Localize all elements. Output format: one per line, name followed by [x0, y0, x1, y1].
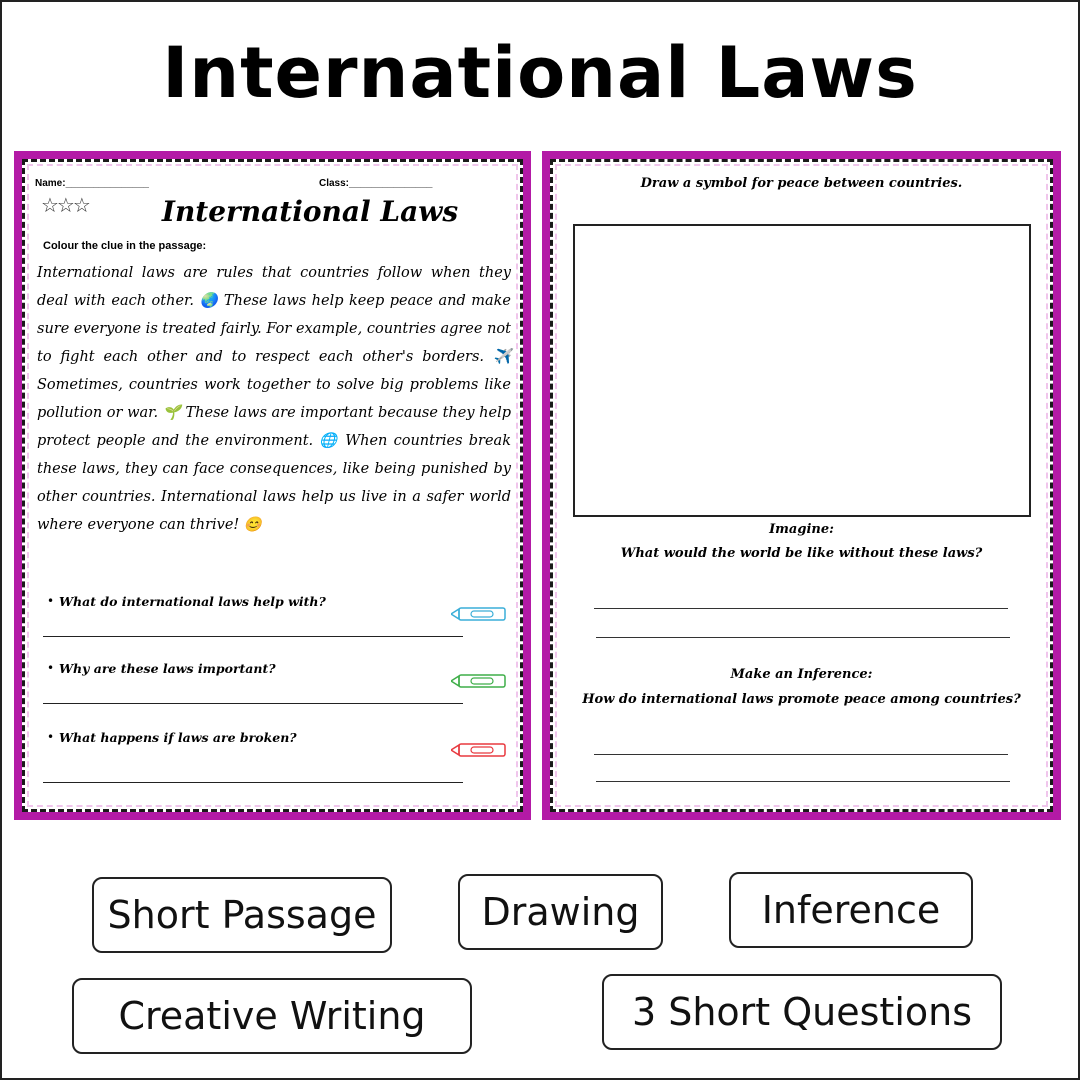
question-text: What do international laws help with?: [59, 594, 326, 609]
draw-prompt: Draw a symbol for peace between countries.: [640, 176, 963, 191]
question-text: Why are these laws important?: [59, 661, 276, 676]
red-crayon-icon: [451, 742, 511, 758]
bullet-icon: •: [47, 661, 55, 675]
imagine-question: What would the world be like without these laws?: [620, 546, 983, 561]
class-field-label: Class:_______________: [319, 178, 433, 189]
worksheet-title: International Laws: [161, 195, 459, 228]
imagine-label: Imagine:: [769, 522, 834, 537]
question-item: [43, 594, 513, 644]
answer-line: [43, 782, 463, 783]
answer-line: [43, 703, 463, 704]
page-title: International Laws: [162, 32, 918, 114]
drawing-worksheet-preview: [542, 151, 1061, 820]
blue-crayon-icon: [451, 606, 511, 622]
bullet-icon: •: [47, 730, 55, 744]
answer-line: [594, 608, 1008, 609]
tag-inference: Inference: [729, 872, 973, 948]
copyright-mark: [1040, 722, 1048, 802]
green-crayon-icon: [451, 673, 511, 689]
answer-line: [596, 781, 1010, 782]
copyright-mark: [510, 732, 518, 802]
tag-3-short-questions: 3 Short Questions: [602, 974, 1002, 1050]
reading-passage: International laws are rules that countries follow when they deal with each other. 🌏 These laws help keep peace and make sure everyone is treated fairly. For example, countries agree not to fight each other and to respect each other's borders. ✈️ Sometimes, countries work together to solve big problems like pollution or war. 🌱 These laws are important because they help protect people and the environment. 🌐 When countries break these laws, they can face consequences, like being punished by other countries. International laws help us live in a safer world where everyone can thrive! 😊: [37, 265, 511, 533]
bullet-icon: •: [47, 594, 55, 608]
rating-stars-icon: ☆☆☆: [41, 193, 89, 217]
answer-line: [596, 637, 1010, 638]
inference-question: How do international laws promote peace among countries?: [582, 692, 1021, 707]
drawing-box: [573, 224, 1031, 517]
question-item: [43, 661, 513, 711]
tag-creative-writing: Creative Writing: [72, 978, 472, 1054]
answer-line: [594, 754, 1008, 755]
passage-instruction: Colour the clue in the passage:: [43, 240, 207, 252]
question-text: What happens if laws are broken?: [59, 730, 297, 745]
answer-line: [43, 636, 463, 637]
inference-label: Make an Inference:: [730, 667, 873, 682]
tag-drawing: Drawing: [458, 874, 663, 950]
tag-short-passage: Short Passage: [92, 877, 392, 953]
question-item: [43, 730, 513, 780]
passage-worksheet-body: [22, 159, 523, 812]
name-field-label: Name:_______________: [35, 178, 149, 189]
passage-worksheet-preview: [14, 151, 531, 820]
drawing-worksheet-body: [550, 159, 1053, 812]
